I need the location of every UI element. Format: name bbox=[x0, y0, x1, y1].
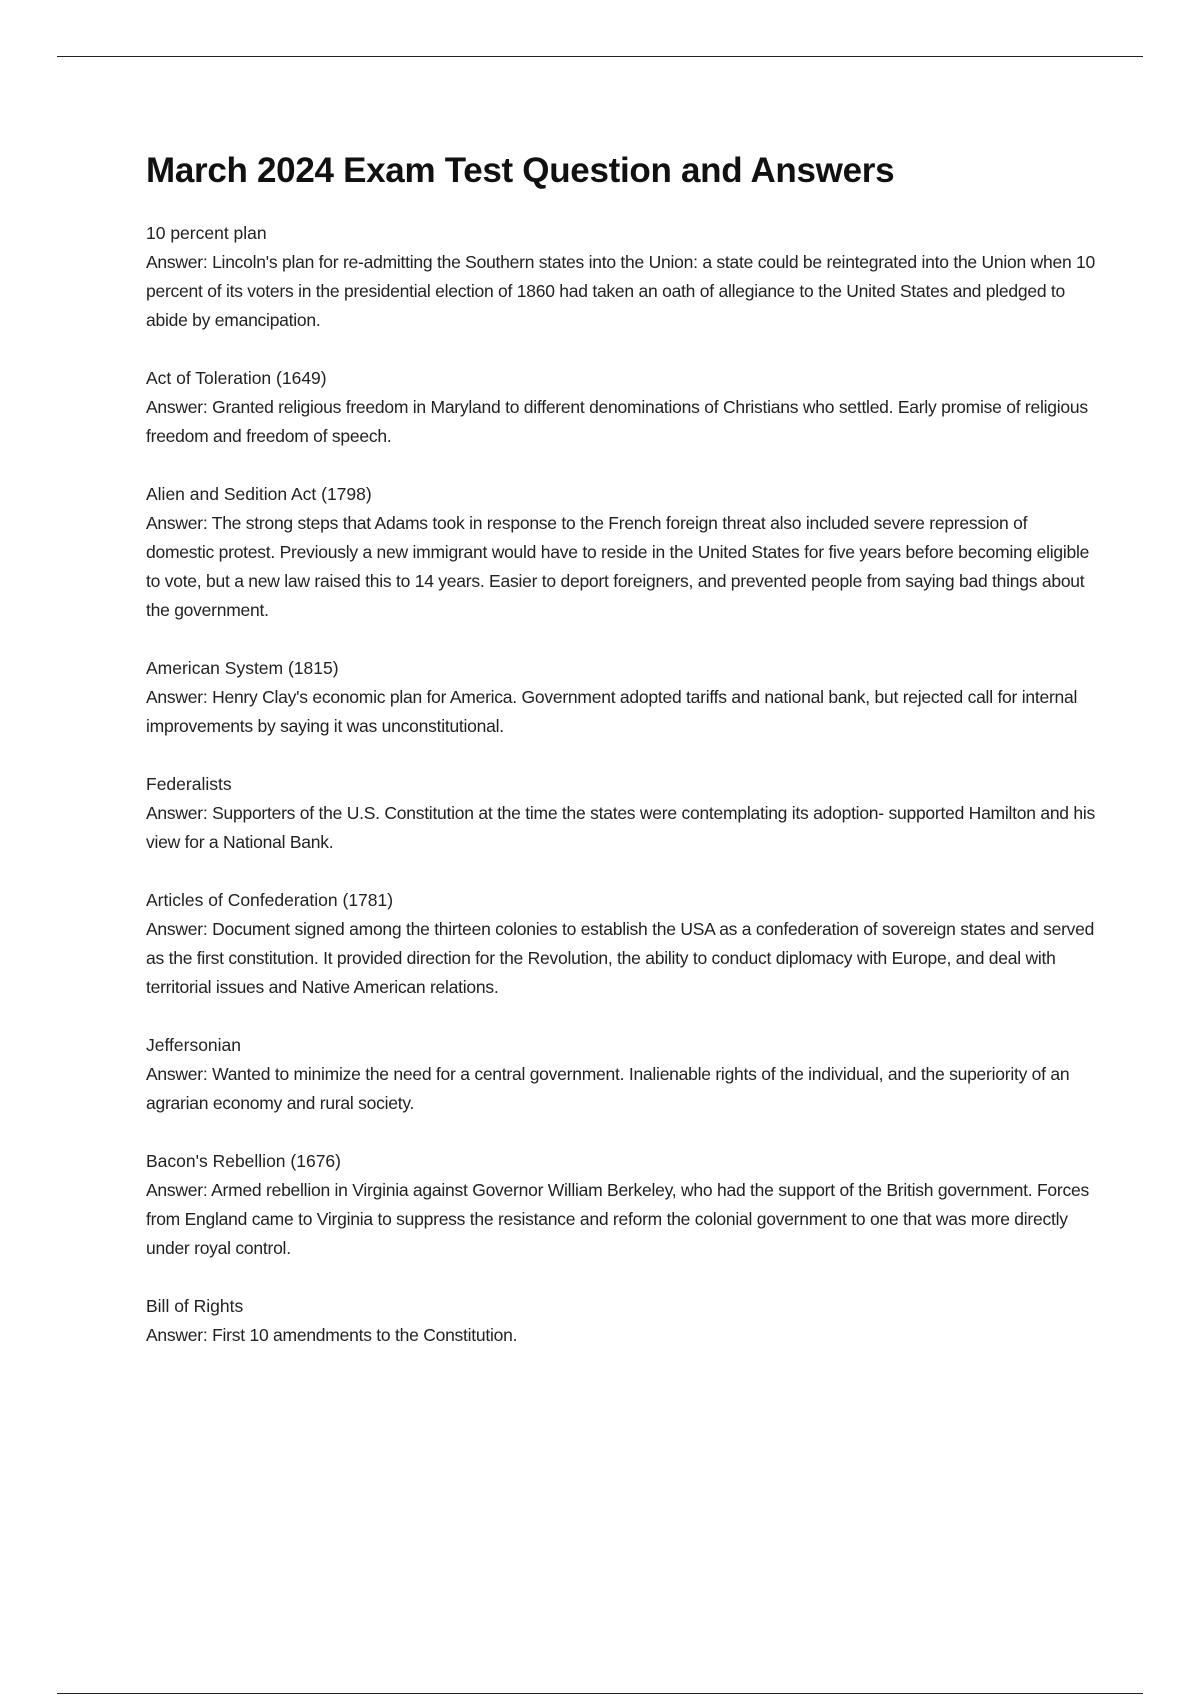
qa-term: Jeffersonian bbox=[146, 1035, 242, 1055]
qa-answer: Answer: Granted religious freedom in Maryland to different denominations of Christians who settled. Early promise of religious freedom and freedom of speech. bbox=[146, 397, 1088, 446]
qa-item bbox=[146, 480, 1096, 625]
document-title: March 2024 Exam Test Question and Answers bbox=[146, 151, 895, 190]
qa-answer: Answer: First 10 amendments to the Constitution. bbox=[146, 1325, 518, 1345]
qa-term: Alien and Sedition Act (1798) bbox=[146, 484, 372, 504]
document-page bbox=[146, 146, 1096, 1379]
qa-item bbox=[146, 219, 1096, 335]
qa-answer: Answer: Document signed among the thirteen colonies to establish the USA as a confederation of sovereign states and served as the first constitution. It provided direction for the Revolution, the ability to conduct diplomacy with Europe, and deal with territorial issues and Native American relations. bbox=[146, 919, 1095, 997]
qa-term: Federalists bbox=[146, 774, 232, 794]
qa-answer: Answer: Supporters of the U.S. Constitution at the time the states were contemplating its adoption- supported Hamilton and his view for a National Bank. bbox=[146, 803, 1096, 852]
qa-answer: Answer: Armed rebellion in Virginia against Governor William Berkeley, who had the support of the British government. Forces from England came to Virginia to suppress the resistance and reform the colonial government to one that was more directly under royal control. bbox=[146, 1180, 1089, 1258]
qa-item bbox=[146, 364, 1096, 451]
qa-term: Bill of Rights bbox=[146, 1296, 244, 1316]
qa-answer: Answer: Henry Clay's economic plan for America. Government adopted tariffs and national bank, but rejected call for internal improvements by saying it was unconstitutional. bbox=[146, 687, 1078, 736]
qa-answer: Answer: Wanted to minimize the need for a central government. Inalienable rights of the individual, and the superiority of an agrarian economy and rural society. bbox=[146, 1064, 1070, 1113]
qa-term: Act of Toleration (1649) bbox=[146, 368, 327, 388]
qa-item bbox=[146, 770, 1096, 857]
qa-term: 10 percent plan bbox=[146, 223, 267, 243]
qa-item bbox=[146, 1031, 1096, 1118]
qa-answer: Answer: Lincoln's plan for re-admitting the Southern states into the Union: a state could be reintegrated into the Union when 10 percent of its voters in the presidential election of 1860 had taken an oath of allegiance to the United States and pledged to abide by emancipation. bbox=[146, 252, 1096, 330]
qa-term: Bacon's Rebellion (1676) bbox=[146, 1151, 341, 1171]
qa-answer: Answer: The strong steps that Adams took in response to the French foreign threat also included severe repression of domestic protest. Previously a new immigrant would have to reside in the United States for five years before becoming eligible to vote, but a new law raised this to 14 years. Easier to deport foreigners, and prevented people from saying bad things about the government. bbox=[146, 513, 1090, 620]
qa-term: Articles of Confederation (1781) bbox=[146, 890, 394, 910]
qa-item bbox=[146, 1292, 1096, 1350]
qa-item bbox=[146, 654, 1096, 741]
qa-term: American System (1815) bbox=[146, 658, 339, 678]
qa-item bbox=[146, 886, 1096, 1002]
header-rule bbox=[57, 56, 1143, 57]
qa-list bbox=[146, 219, 1096, 1350]
footer-rule bbox=[57, 1693, 1143, 1694]
qa-item bbox=[146, 1147, 1096, 1263]
